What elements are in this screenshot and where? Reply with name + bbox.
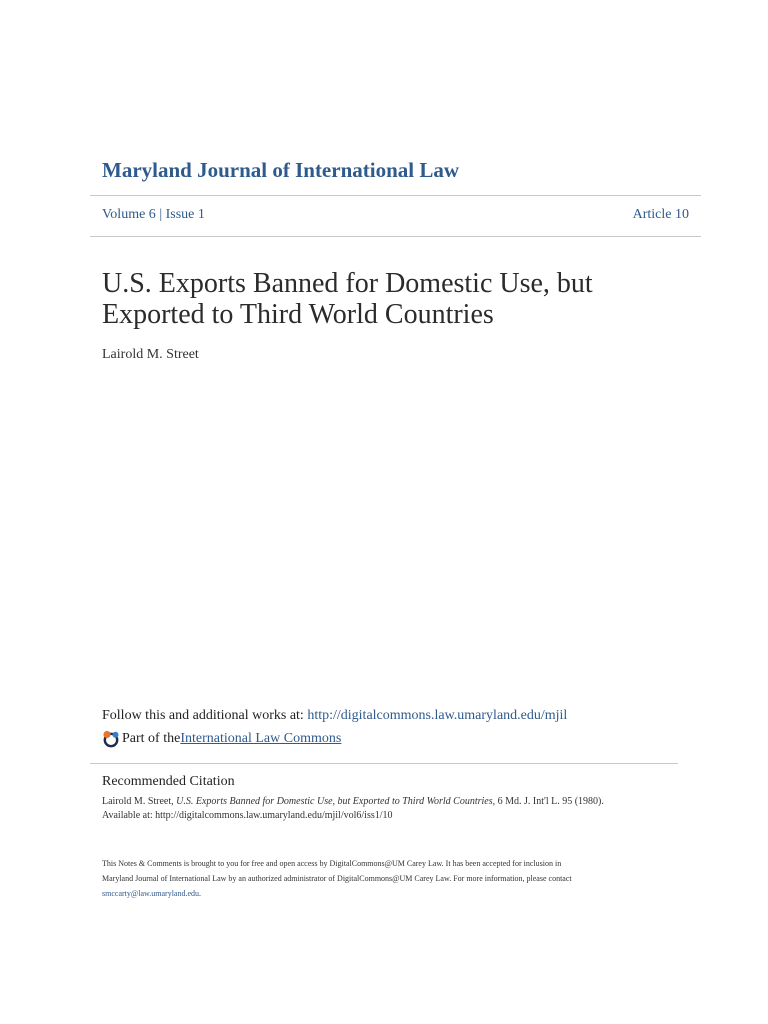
follow-line [102,708,567,724]
notice-line-3 [102,886,662,901]
access-notice [102,856,662,901]
network-icon [102,730,120,748]
part-of-line [102,730,341,748]
part-of-prefix: Part of the [122,731,181,746]
divider-middle [90,236,701,237]
author-name[interactable]: Lairold M. Street [102,347,199,362]
issue-line [102,207,690,223]
divider-bottom [90,763,678,764]
international-law-commons-link[interactable]: International Law Commons [180,731,342,746]
follow-prefix: Follow this and additional works at: [102,708,308,723]
contact-email-link[interactable]: smccarty@law.umaryland.edu [102,889,200,898]
citation-available: Available at: http://digitalcommons.law.umaryland.edu/mjil/vol6/iss1/10 [102,810,393,821]
notice-line-2: Maryland Journal of International Law by an authorized administrator of DigitalCommons@UM Carey Law. For more information, please contact [102,874,572,883]
article-title-line-2: Exported to Third World Countries [102,299,494,330]
notice-line-1: This Notes & Comments is brought to you for free and open access by DigitalCommons@UM Carey Law. It has been accepted for inclusion in [102,859,562,868]
repository-link[interactable]: http://digitalcommons.law.umaryland.edu/mjil [307,708,568,723]
citation-source: 6 Md. J. Int'l L. 95 (1980). [495,796,604,807]
article-number-link[interactable]: Article 10 [632,207,689,222]
issue-separator: | [159,207,163,222]
journal-title[interactable]: Maryland Journal of International Law [102,158,460,182]
notice-end: . [199,889,202,898]
divider-top [90,195,701,196]
citation-title: U.S. Exports Banned for Domestic Use, but Exported to Third World Countries, [176,796,496,807]
citation-text [102,795,604,823]
volume-link[interactable]: Volume 6 [102,207,156,222]
issue-link[interactable]: Issue 1 [165,207,205,222]
citation-line-1 [102,795,604,809]
citation-author: Lairold M. Street, [102,796,177,807]
article-title [102,268,662,330]
recommended-citation-heading: Recommended Citation [102,774,235,789]
article-title-line-1: U.S. Exports Banned for Domestic Use, but [102,268,593,299]
